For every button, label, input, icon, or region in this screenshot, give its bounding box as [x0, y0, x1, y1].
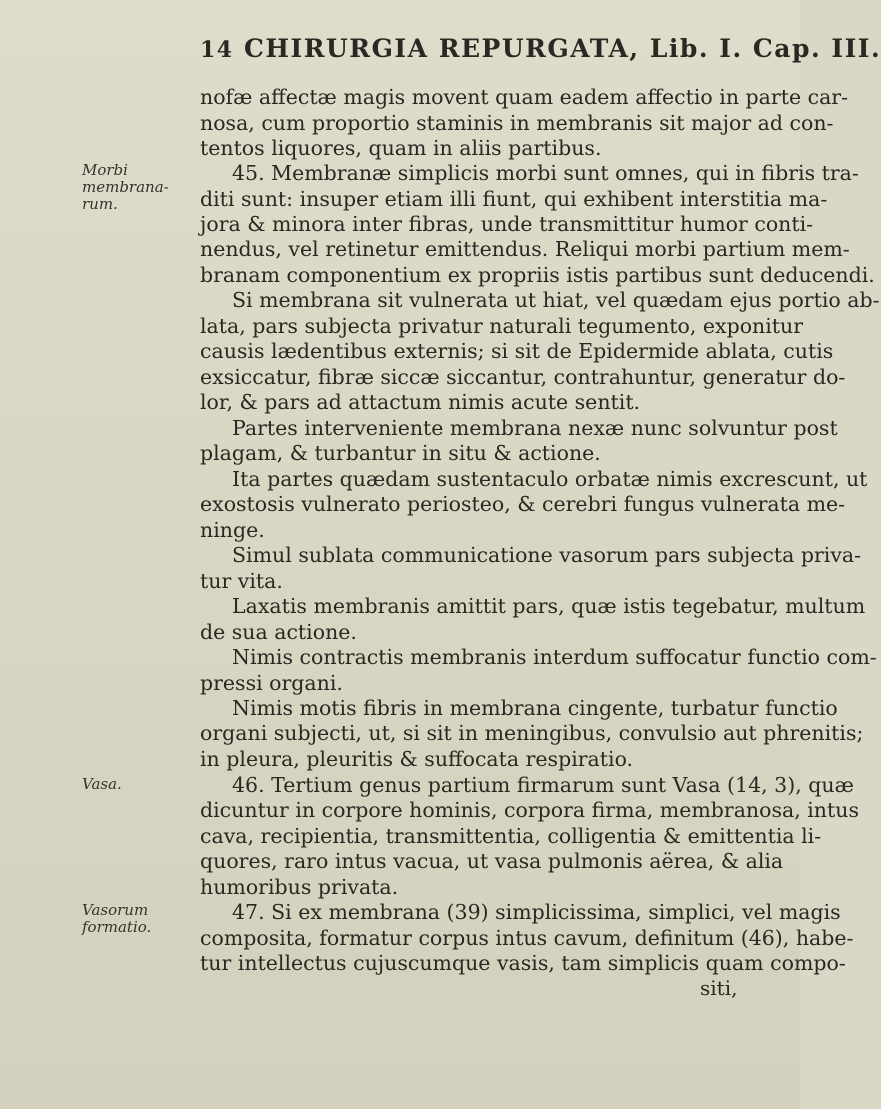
text-line: dicuntur in corpore hominis, corpora firma, membranosa, intus	[200, 798, 859, 822]
text-line: Partes interveniente membrana nexæ nunc solvuntur post	[232, 416, 838, 440]
running-title: CHIRURGIA REPURGATA, Lib. I. Cap. III.	[244, 34, 881, 63]
text-line: cava, recipientia, transmittentia, colligentia & emittentia li-	[200, 824, 822, 848]
text-line: Ita partes quædam sustentaculo orbatæ nimis excrescunt, ut	[232, 467, 868, 491]
text-line: causis lædentibus externis; si sit de Epidermide ablata, cutis	[200, 339, 834, 363]
margin-note-vasa: Vasa.	[82, 775, 122, 793]
text-line: composita, formatur corpus intus cavum, definitum (46), habe-	[200, 926, 854, 950]
text-line: Nimis contractis membranis interdum suffocatur functio com-	[232, 645, 877, 669]
text-line: exsiccatur, fibræ siccæ siccantur, contrahuntur, generatur do-	[200, 365, 846, 389]
text-line: diti sunt: insuper etiam illi fiunt, qui exhibent interstitia ma-	[200, 187, 828, 211]
text-line: Nimis motis fibris in membrana cingente, turbatur functio	[232, 696, 838, 720]
text-line: jora & minora inter fibras, unde transmittitur humor conti-	[200, 212, 814, 236]
text-line: Simul sublata communicatione vasorum pars subjecta priva-	[232, 543, 862, 567]
text-line: tur vita.	[200, 569, 283, 593]
text-line: tur intellectus cujuscumque vasis, tam simplicis quam compo-	[200, 951, 846, 975]
text-line: Si membrana sit vulnerata ut hiat, vel quædam ejus portio ab-	[232, 288, 880, 312]
text-line: in pleura, pleuritis & suffocata respiratio.	[200, 747, 634, 771]
text-line: organi subjecti, ut, si sit in meningibus, convulsio aut phrenitis;	[200, 721, 864, 745]
text-line: lata, pars subjecta privatur naturali tegumento, exponitur	[200, 314, 804, 338]
text-line: plagam, & turbantur in situ & actione.	[200, 441, 601, 465]
page-number: 14	[200, 37, 234, 63]
paragraph-46-start: 46. Tertium genus partium firmarum sunt Vasa (14, 3), quæ	[232, 773, 854, 797]
text-line: nendus, vel retinetur emittendus. Reliqui morbi partium mem-	[200, 237, 850, 261]
text-line: lor, & pars ad attactum nimis acute sentit.	[200, 390, 641, 414]
text-line: nosa, cum proportio staminis in membranis sit major ad con-	[200, 111, 834, 135]
catchword: siti,	[700, 976, 738, 1000]
text-line: nofæ affectæ magis movent quam eadem affectio in parte car-	[200, 85, 849, 109]
text-line: exostosis vulnerato periosteo, & cerebri fungus vulnerata me-	[200, 492, 846, 516]
text-line: tentos liquores, quam in aliis partibus.	[200, 136, 602, 160]
text-line: quores, raro intus vacua, ut vasa pulmonis aërea, & alia	[200, 849, 784, 873]
running-header	[200, 34, 881, 63]
paragraph-45-start: 45. Membranæ simplicis morbi sunt omnes, qui in fibris tra-	[232, 161, 859, 185]
text-line: ninge.	[200, 518, 265, 542]
text-line: branam componentium ex propriis istis partibus sunt deducendi.	[200, 263, 875, 287]
text-line: pressi organi.	[200, 671, 343, 695]
text-line: Laxatis membranis amittit pars, quæ istis tegebatur, multum	[232, 594, 866, 618]
margin-note-morbi: Morbi membrana-rum.	[82, 161, 169, 213]
text-line: de sua actione.	[200, 620, 357, 644]
paragraph-47-start: 47. Si ex membrana (39) simplicissima, simplici, vel magis	[232, 900, 841, 924]
text-line: humoribus privata.	[200, 875, 399, 899]
margin-note-vasorum: Vasorum formatio.	[82, 901, 152, 936]
